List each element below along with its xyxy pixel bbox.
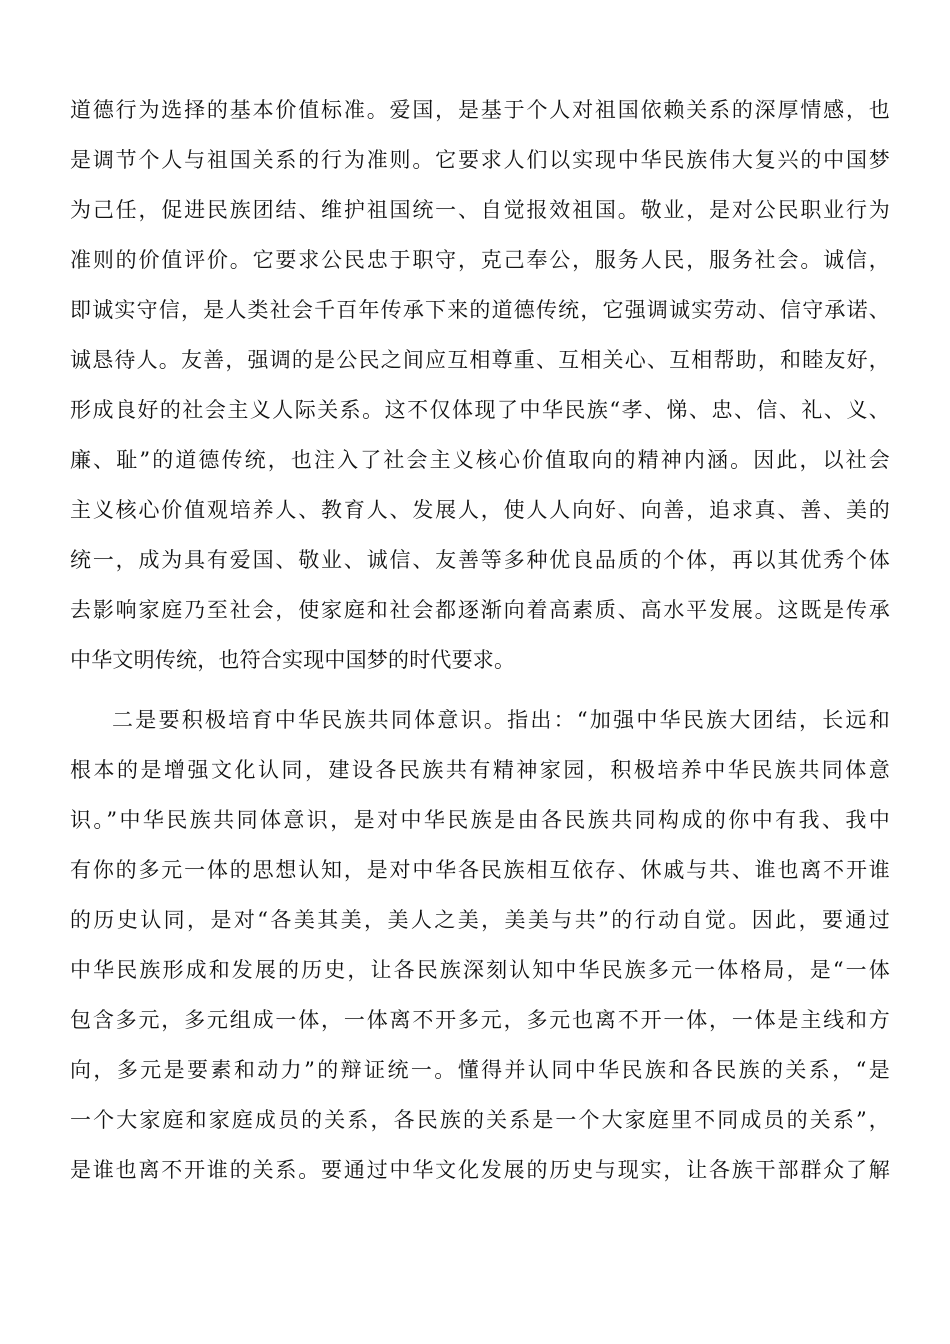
text-line-6: 诚恳待人。友善，强调的是公民之间应互相尊重、互相关心、互相帮助，和睦友好， (70, 348, 890, 372)
text-line-22: 是谁也离不开谁的关系。要通过中华文化发展的历史与现实，让各族干部群众了解 (70, 1158, 890, 1182)
text-line-7: 形成良好的社会主义人际关系。这不仅体现了中华民族“孝、悌、忠、信、礼、义、 (70, 398, 890, 422)
text-line-16: 有你的多元一体的思想认知，是对中华各民族相互依存、休戚与共、谁也离不开谁 (70, 858, 890, 882)
text-line-19: 包含多元，多元组成一体，一体离不开多元，多元也离不开一体，一体是主线和方 (70, 1008, 890, 1032)
text-line-5: 即诚实守信，是人类社会千百年传承下来的道德传统，它强调诚实劳动、信守承诺、 (70, 298, 890, 322)
text-line-10: 统一，成为具有爱国、敬业、诚信、友善等多种优良品质的个体，再以其优秀个体 (70, 548, 890, 572)
text-line-21: 一个大家庭和家庭成员的关系，各民族的关系是一个大家庭里不同成员的关系”， (70, 1108, 890, 1132)
paragraph-start-line: 二是要积极培育中华民族共同体意识。指出：“加强中华民族大团结，长远和 (112, 708, 890, 732)
text-line-18: 中华民族形成和发展的历史，让各民族深刻认知中华民族多元一体格局，是“一体 (70, 958, 890, 982)
text-line-1: 道德行为选择的基本价值标准。爱国，是基于个人对祖国依赖关系的深厚情感，也 (70, 98, 890, 122)
text-line-14: 根本的是增强文化认同，建设各民族共有精神家园，积极培养中华民族共同体意 (70, 758, 890, 782)
text-line-20: 向，多元是要素和动力”的辩证统一。懂得并认同中华民族和各民族的关系，“是 (70, 1058, 890, 1082)
text-line-12: 中华文明传统，也符合实现中国梦的时代要求。 (70, 648, 516, 672)
text-line-2: 是调节个人与祖国关系的行为准则。它要求人们以实现中华民族伟大复兴的中国梦 (70, 148, 890, 172)
text-line-9: 主义核心价值观培养人、教育人、发展人，使人人向好、向善，追求真、善、美的 (70, 498, 890, 522)
text-line-4: 准则的价值评价。它要求公民忠于职守，克己奉公，服务人民，服务社会。诚信， (70, 248, 890, 272)
text-line-3: 为己任，促进民族团结、维护祖国统一、自觉报效祖国。敬业，是对公民职业行为 (70, 198, 890, 222)
text-line-8: 廉、耻”的道德传统，也注入了社会主义核心价值取向的精神内涵。因此，以社会 (70, 448, 890, 472)
text-line-17: 的历史认同，是对“各美其美，美人之美，美美与共”的行动自觉。因此，要通过 (70, 908, 890, 932)
text-line-11: 去影响家庭乃至社会，使家庭和社会都逐渐向着高素质、高水平发展。这既是传承 (70, 598, 890, 622)
text-line-15: 识。”中华民族共同体意识，是对中华民族是由各民族共同构成的你中有我、我中 (70, 808, 890, 832)
